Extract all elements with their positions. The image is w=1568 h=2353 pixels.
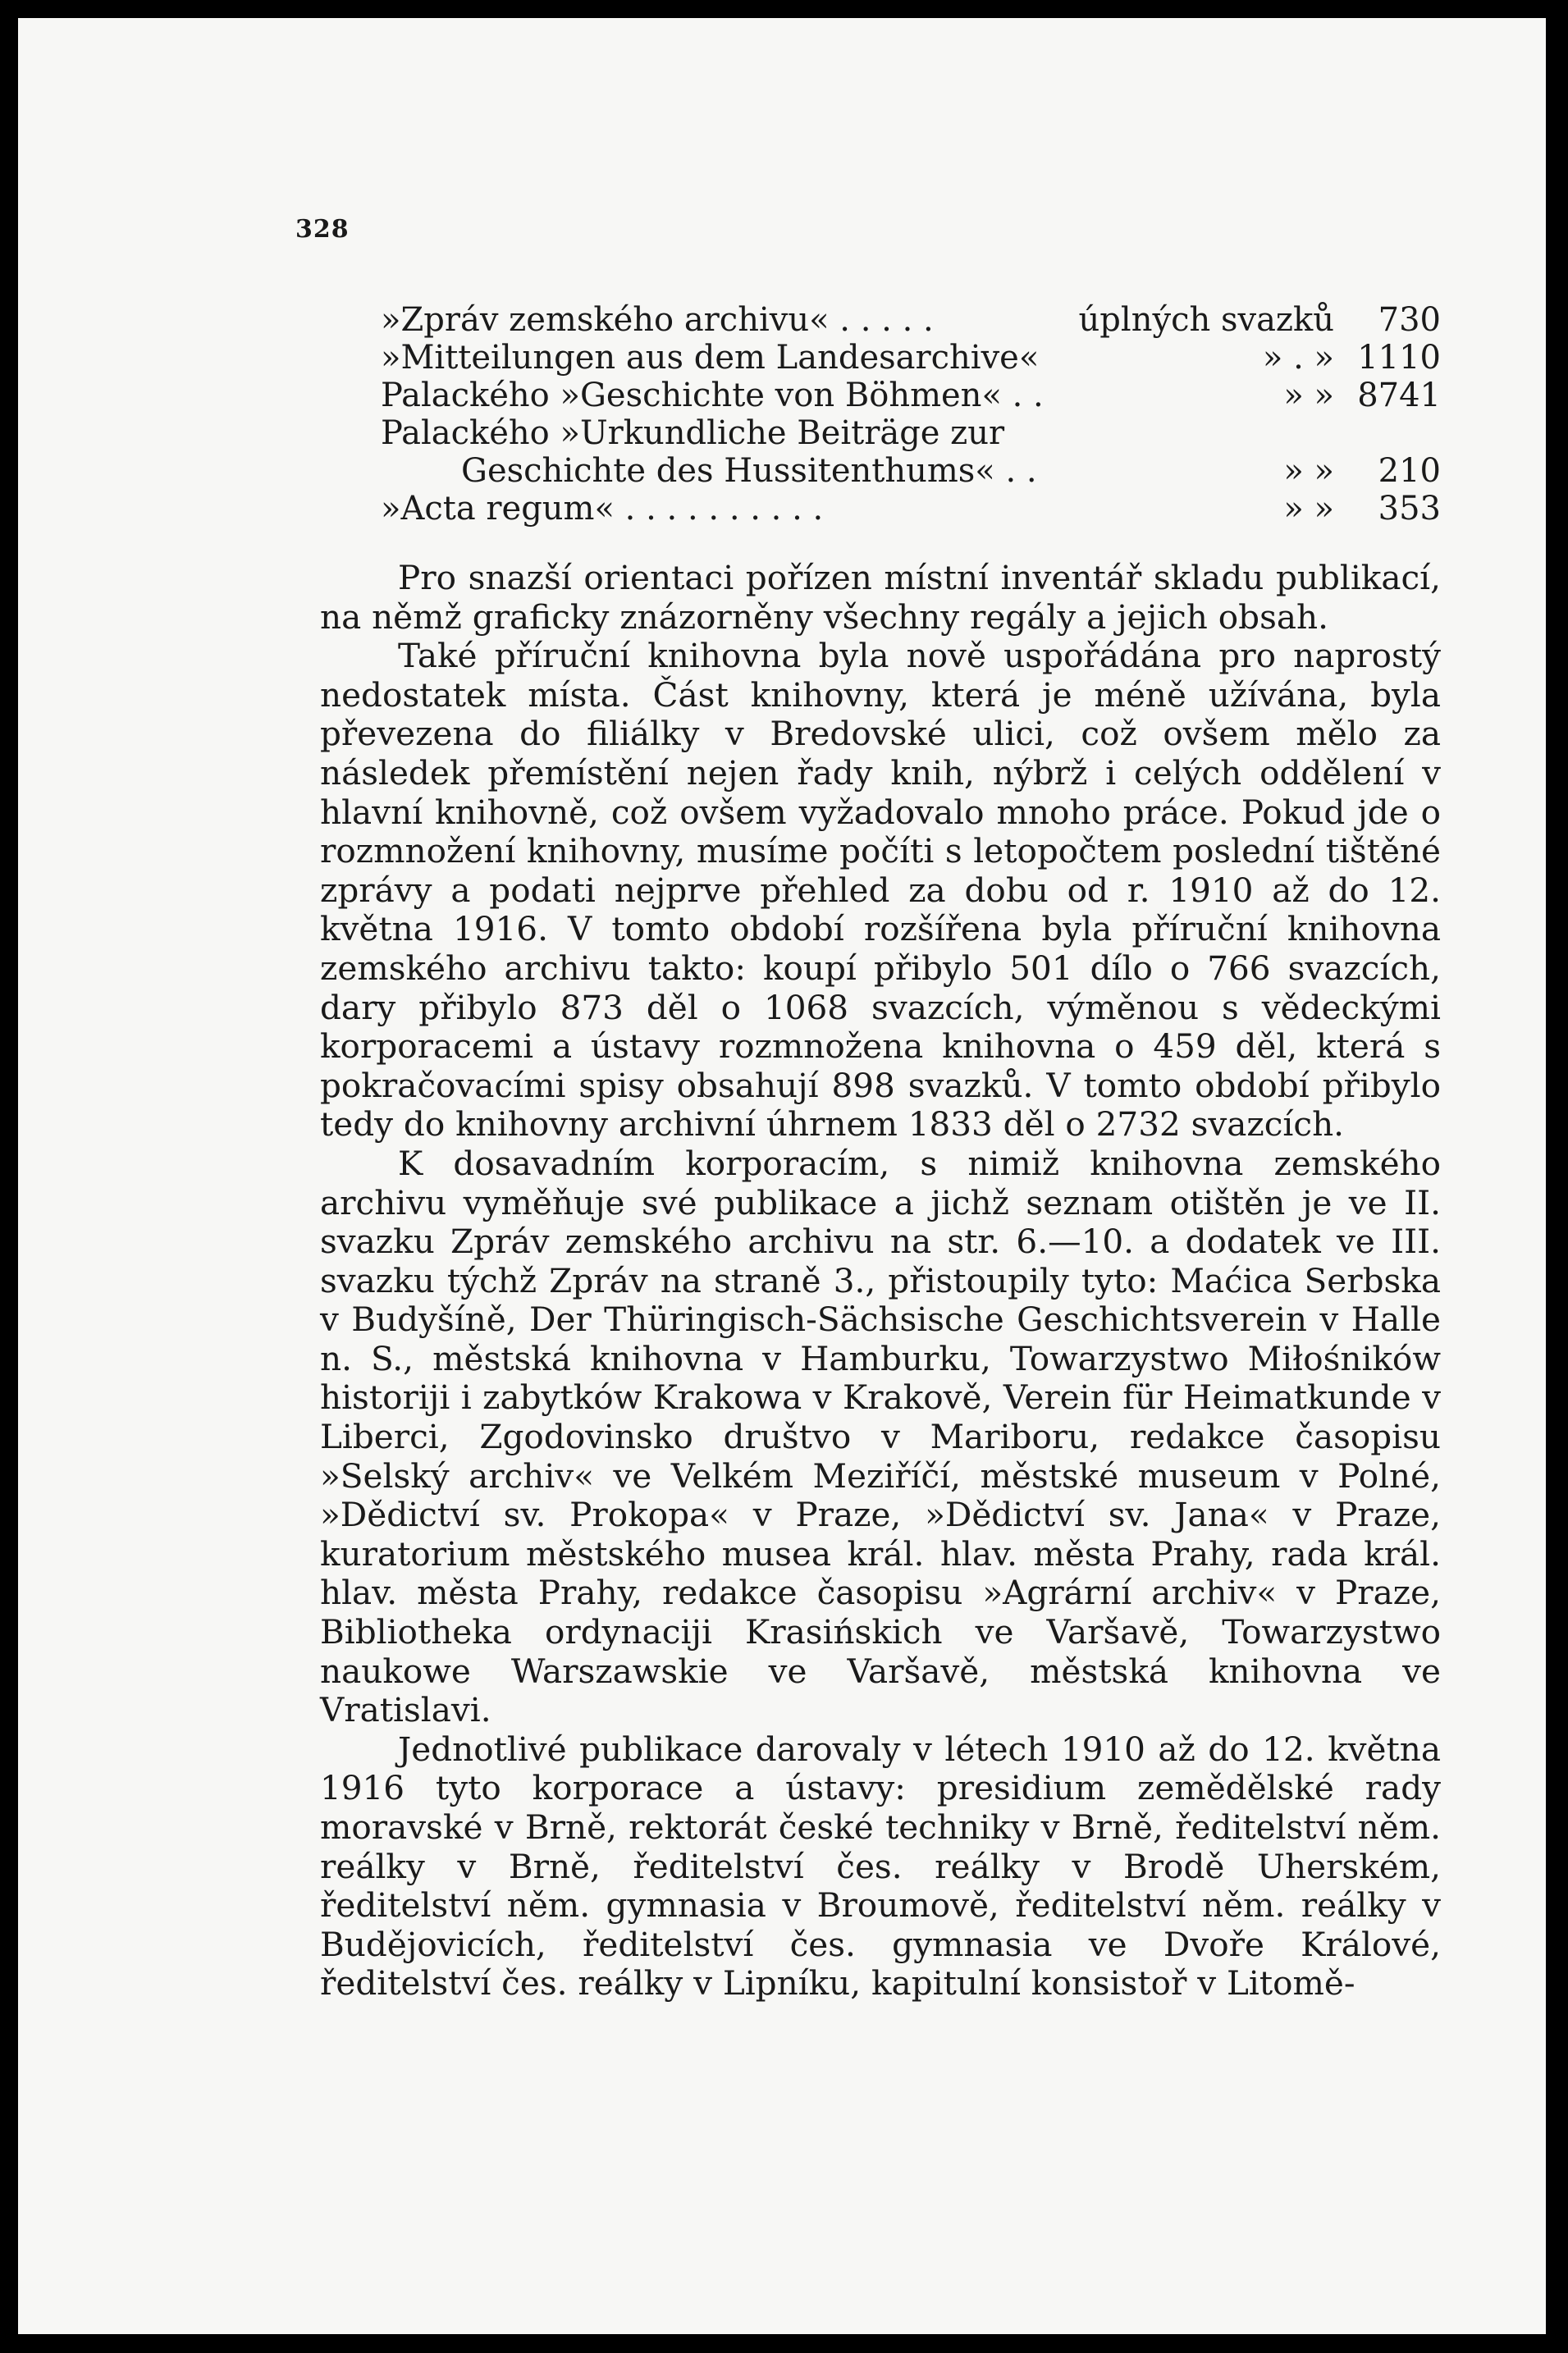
inventory-row — [381, 339, 1441, 377]
inventory-title: Palackého »Urkundliche Beiträge zur — [381, 414, 1005, 452]
inventory-row — [381, 414, 1441, 452]
paragraph: Pro snazší orientaci pořízen místní inventář skladu publikací, na němž graficky znázorněny všechny regály a jejich obsah. — [320, 558, 1441, 637]
inventory-count: 730 — [1378, 301, 1441, 339]
inventory-row — [381, 301, 1441, 339]
inventory-unit: » » — [1283, 490, 1334, 528]
inventory-title: »Zpráv zemského archivu« . . . . . — [381, 301, 934, 339]
inventory-count: 210 — [1378, 452, 1441, 490]
inventory-row — [381, 452, 1441, 490]
inventory-unit: » » — [1283, 452, 1334, 490]
inventory-title: »Mitteilungen aus dem Landesarchive« — [381, 339, 1040, 377]
body-text — [320, 555, 1441, 2003]
inventory-title: Palackého »Geschichte von Böhmen« . . — [381, 377, 1044, 414]
page-number: 328 — [295, 215, 350, 244]
inventory-title: »Acta regum« . . . . . . . . . . — [381, 490, 824, 528]
inventory-row — [381, 490, 1441, 528]
inventory-row — [381, 377, 1441, 414]
paragraph: Také příruční knihovna byla nově uspořádána pro naprostý nedostatek místa. Část knihovny, která je méně užívána, byla převezena do filiálky v Bredovské ulici, což ovšem mělo za následek přemístění nejen řady knih, nýbrž i celých oddělení v hlavní knihovně, což ovšem vyžadovalo mnoho práce. Pokud jde o rozmnožení knihovny, musíme počíti s letopočtem poslední tištěné zprávy a podati nejprve přehled za dobu od r. 1910 až do 12. května 1916. V tomto období rozšířena byla příruční knihovna zemského archivu takto: koupí přibylo 501 dílo o 766 svazcích, dary přibylo 873 děl o 1068 svazcích, výměnou s vědeckými korporacemi a ústavy rozmnožena knihovna o 459 děl, která s pokračovacími spisy obsahují 898 svazků. V tomto období přibylo tedy do knihovny archivní úhrnem 1833 děl o 2732 svazcích. — [320, 636, 1441, 1145]
inventory-count: 8741 — [1357, 377, 1441, 414]
inventory-count: 1110 — [1357, 339, 1441, 377]
book-page — [18, 18, 1546, 2334]
inventory-title: Geschichte des Hussitenthums« . . — [461, 452, 1037, 490]
inventory-count: 353 — [1378, 490, 1441, 528]
publication-inventory — [381, 301, 1441, 528]
paragraph: K dosavadním korporacím, s nimiž knihovna zemského archivu vyměňuje své publikace a jichž seznam otištěn je ve II. svazku Zpráv zemského archivu na str. 6.—10. a dodatek ve III. svazku týchž Zpráv na straně 3., přistoupily tyto: Maćica Serbska v Budyšíně, Der Thüringisch-Sächsische Geschichtsverein v Halle n. S., městská knihovna v Hamburku, Towarzystwo Miłośników historiji i zabytków Krakowa v Krakově, Verein für Heimatkunde v Liberci, Zgodovinsko društvo v Mariboru, redakce časopisu »Selský archiv« ve Velkém Meziříčí, městské museum v Polné, »Dědictví sv. Prokopa« v Praze, »Dědictví sv. Jana« v Praze, kuratorium městského musea král. hlav. města Prahy, rada král. hlav. města Prahy, redakce časopisu »Agrární archiv« v Praze, Bibliotheka ordynaciji Krasińskich ve Varšavě, Towarzystwo naukowe Warszawskie ve Varšavě, městská knihovna ve Vratislavi. — [320, 1143, 1441, 1730]
inventory-unit: » » — [1283, 377, 1334, 414]
inventory-unit: úplných svazků — [1078, 301, 1334, 339]
paragraph: Jednotlivé publikace darovaly v létech 1910 až do 12. května 1916 tyto korporace a ústavy: presidium zemědělské rady moravské v Brně, rektorát české techniky v Brně, ředitelství něm. reálky v Brně, ředitelství čes. reálky v Brodě Uherském, ředitelství něm. gymnasia v Broumově, ředitelství něm. reálky v Budějovicích, ředitelství čes. gymnasia ve Dvoře Králové, ředitelství čes. reálky v Lipníku, kapitulní konsistoř v Litomě- — [320, 1729, 1441, 2003]
inventory-unit: » . » — [1262, 339, 1334, 377]
